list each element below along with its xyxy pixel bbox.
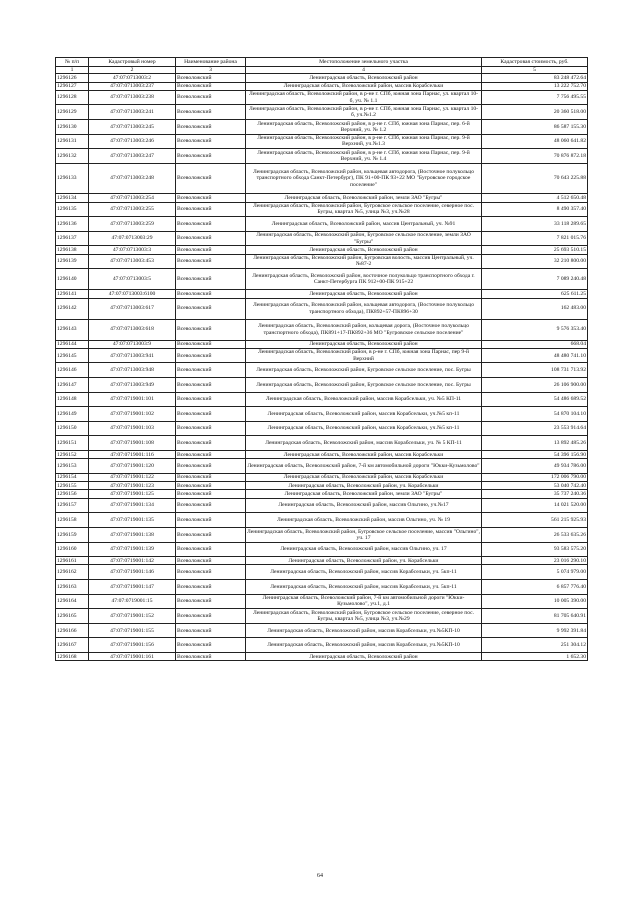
- row-number: 1296157: [56, 498, 89, 513]
- cadastral-value: 83 248 472.64: [482, 74, 588, 82]
- district-name: Всеволожский: [176, 231, 246, 246]
- cadastral-value: 13 222 752.70: [482, 82, 588, 90]
- cadastral-value: 48 060 641.82: [482, 134, 588, 149]
- location-text: Ленинградская область, Всеволожский район, земли ЗАО "Бугры": [246, 194, 482, 202]
- cadastral-value: 70 876 872.18: [482, 149, 588, 164]
- cadastral-number: 47:07:0719001:135: [89, 513, 176, 528]
- district-name: Всеволожский: [176, 340, 246, 348]
- table-row: [56, 638, 588, 653]
- location-text: Ленинградская область, Всеволожский район, в р-не г. СПб, южная зона Парнас, ул. квартал 10-б, уч. № 1.1: [246, 90, 482, 105]
- location-text: Ленинградская область, Всеволожский район, восточное полукольцо транспортного обхода г. Санкт-Петербурга ПК 912+00-ПК 915+22: [246, 269, 482, 290]
- row-number: 1296159: [56, 527, 89, 542]
- table-row: [56, 609, 588, 624]
- cadastral-number: 47:07:0713003:237: [89, 82, 176, 90]
- location-text: Ленинградская область, Всеволожский район, массив Корабсельки, уч. № 5 КП-11: [246, 436, 482, 451]
- table-row: [56, 105, 588, 120]
- cadastral-value: 33 118 289.65: [482, 217, 588, 232]
- location-text: Ленинградская область, Всеволожский район, в р-не г. СПб, южная зона Парнас, пер. 9-й Верхний, уч.№1.3: [246, 134, 482, 149]
- cadastral-value: 10 005 390.00: [482, 594, 588, 609]
- cadastral-number: 47:07:0713003:241: [89, 105, 176, 120]
- district-name: Всеволожский: [176, 319, 246, 340]
- cadastral-value: 26 106 900.00: [482, 378, 588, 393]
- cadastral-value: 81 705 640.91: [482, 609, 588, 624]
- table-row: [56, 290, 588, 298]
- cadastral-number: 47:07:0713003:246: [89, 134, 176, 149]
- district-name: Всеволожский: [176, 348, 246, 363]
- cadastral-number: 47:07:0719001:123: [89, 482, 176, 490]
- cadastral-value: 23 016 290.10: [482, 557, 588, 565]
- row-number: 1296151: [56, 436, 89, 451]
- cadastral-number: 47:07:0713003:5: [89, 269, 176, 290]
- district-name: Всеволожский: [176, 565, 246, 580]
- cadastral-number: 47:07:0713003:948: [89, 363, 176, 378]
- cadastral-number: 47:07:0719001:138: [89, 527, 176, 542]
- district-name: Всеволожский: [176, 246, 246, 254]
- row-number: 1296153: [56, 459, 89, 474]
- cadastral-value: 5 074 979.00: [482, 565, 588, 580]
- location-text: Ленинградская область, Всеволожский район: [246, 290, 482, 298]
- location-text: Ленинградская область, Всеволожский район, массив Корабсельки: [246, 473, 482, 481]
- table-header-row: [56, 58, 588, 67]
- row-number: 1296167: [56, 638, 89, 653]
- district-name: Всеволожский: [176, 557, 246, 565]
- row-number: 1296126: [56, 74, 89, 82]
- row-number: 1296162: [56, 565, 89, 580]
- table-row: [56, 231, 588, 246]
- location-text: Ленинградская область, Всеволожский район, Бугровское сельское поселение, массив "Ольгино", уч. 17: [247, 528, 480, 541]
- district-name: Всеволожский: [176, 378, 246, 393]
- location-text: Ленинградская область, Всеволожский район, массив Корабсельки, уч.№5КП-10: [246, 623, 482, 638]
- location-text: Ленинградская область, Всеволожский район, Бугровское сельское поселение, северное пос. Бугры, квартал №5, улица №3, уч.№29: [246, 609, 482, 624]
- location-text: Ленинградская область, Всеволожский район, кольцевая автодорога, (Восточное полукольцо транспортного обхода Санкт-Петербург), ПК 91+00-ПК 93+22 МО "Бугровское городское поселение": [246, 163, 482, 194]
- cadastral-number: 47:07:0713003:2: [89, 74, 176, 82]
- cadastral-number: 47:07:0713003:245: [89, 119, 176, 134]
- location-text: Ленинградская область, Всеволожский район: [246, 340, 482, 348]
- location-text: Ленинградская область, Всеволожский район, 7-й км автомобильной дороги "Юкки-Кузьмолово": [246, 459, 482, 474]
- table-row: [56, 482, 588, 490]
- row-number: 1296146: [56, 363, 89, 378]
- cadastral-value: 9 992 391.84: [482, 623, 588, 638]
- header-value: Кадастровая стоимость, руб.: [482, 58, 588, 67]
- district-name: Всеволожский: [176, 269, 246, 290]
- location-text: Ленинградская область, Всеволожский район, массив Корабсельки, уч. 5кп-11: [246, 580, 482, 595]
- cadastral-value: 8 490 357.40: [482, 202, 588, 217]
- location-text: Ленинградская область, Всеволожский район, массив Ольгино, уч.№17: [246, 498, 482, 513]
- cadastral-number: 47:07:0713003:238: [89, 90, 176, 105]
- district-name: Всеволожский: [176, 638, 246, 653]
- table-row: [56, 194, 588, 202]
- location-text: Ленинградская область, Всеволожский район, Бугровская волость, массив Центральный, уч.№87-2: [246, 254, 482, 269]
- district-name: Всеволожский: [176, 513, 246, 528]
- row-number: 1296129: [56, 105, 89, 120]
- cadastral-number: 47:07:0713003:618: [89, 319, 176, 340]
- table-row: [56, 149, 588, 164]
- table-row: [56, 580, 588, 595]
- cadastral-number: 47:07:0719001:146: [89, 565, 176, 580]
- location-text: Ленинградская область, Всеволожский район, массив Корабсельки, уч. №5 КП-11: [246, 392, 482, 407]
- location-text: Ленинградская область, Всеволожский район, массив Корабсельки, уч.№5 кп-11: [246, 421, 482, 436]
- district-name: Всеволожский: [176, 473, 246, 481]
- table-row: [56, 319, 588, 340]
- row-number: 1296155: [56, 482, 89, 490]
- district-name: Всеволожский: [176, 527, 246, 542]
- row-number: 1296156: [56, 490, 89, 498]
- row-number: 1296165: [56, 609, 89, 624]
- table-row: [56, 473, 588, 481]
- cadastral-value: 32 210 800.00: [482, 254, 588, 269]
- cadastral-value: 26 533 635.26: [482, 527, 588, 542]
- cadastral-number: 47:07:0713003:248: [89, 163, 176, 194]
- location-text: Ленинградская область, Всеволожский район, в р-не г. СПб, южная зона Парнас, пер. 6-й Верхний, уч. № 1.2: [246, 119, 482, 134]
- cadastral-value: 48 480 741.10: [482, 348, 588, 363]
- district-name: Всеволожский: [176, 298, 246, 319]
- cadastral-number: 47:07:0713003:254: [89, 194, 176, 202]
- table-row: [56, 653, 588, 661]
- location-text: Ленинградская область, Всеволожский район, в р-не г. СПб, южная зона Парнас, ул. квартал 10-б, уч.№1.2: [246, 105, 482, 120]
- table-row: [56, 594, 588, 609]
- location-text: Ленинградская область, Всеволожский район, массив Корабсельки: [246, 82, 482, 90]
- cadastral-value: 1 652.30: [482, 653, 588, 661]
- cadastral-value: 7 756 495.55: [482, 90, 588, 105]
- location-text: Ленинградская область, Всеволожский район, массив Корабсельки: [246, 450, 482, 458]
- district-name: Всеволожский: [176, 542, 246, 557]
- table-row: [56, 623, 588, 638]
- district-name: Всеволожский: [176, 163, 246, 194]
- row-number: 1296158: [56, 513, 89, 528]
- row-number: 1296132: [56, 149, 89, 164]
- cadastral-value: 86 587 155.30: [482, 119, 588, 134]
- cadastral-number: 47:07:0719001:15: [89, 594, 176, 609]
- index-district: 3: [176, 67, 246, 74]
- district-name: Всеволожский: [176, 82, 246, 90]
- cadastral-number: 47:07:0713003:29: [89, 231, 176, 246]
- table-row: [56, 490, 588, 498]
- cadastral-value: 162 483.00: [482, 298, 588, 319]
- table-row: [56, 90, 588, 105]
- row-number: 1296142: [56, 298, 89, 319]
- header-cadastral-number: Кадастровый номер: [89, 58, 176, 67]
- row-number: 1296154: [56, 473, 89, 481]
- location-text: Ленинградская область, Всеволожский район, земли ЗАО "Бугры": [246, 490, 482, 498]
- cadastral-number: 47:07:0713003:247: [89, 149, 176, 164]
- location-text: Ленинградская область, Всеволожский район, массив Корабсельки, уч.№5 кп-11: [246, 407, 482, 422]
- row-number: 1296137: [56, 231, 89, 246]
- cadastral-number: 47:07:0713003:259: [89, 217, 176, 232]
- table-row: [56, 450, 588, 458]
- row-number: 1296148: [56, 392, 89, 407]
- row-number: 1296143: [56, 319, 89, 340]
- table-row: [56, 246, 588, 254]
- cadastral-number: 47:07:0719001:120: [89, 459, 176, 474]
- cadastral-value: 9 576 353.40: [482, 319, 588, 340]
- district-name: Всеволожский: [176, 392, 246, 407]
- row-number: 1296130: [56, 119, 89, 134]
- cadastral-value: 7 821 015.76: [482, 231, 588, 246]
- table-row: [56, 421, 588, 436]
- cadastral-value: 53 040 742.40: [482, 482, 588, 490]
- cadastral-value: 25 693 510.15: [482, 246, 588, 254]
- table-row: [56, 392, 588, 407]
- district-name: Всеволожский: [176, 254, 246, 269]
- cadastral-value: 20 360 518.00: [482, 105, 588, 120]
- district-name: Всеволожский: [176, 459, 246, 474]
- row-number: 1296150: [56, 421, 89, 436]
- district-name: Всеволожский: [176, 74, 246, 82]
- page-number: 64: [317, 873, 323, 879]
- table-row: [56, 134, 588, 149]
- cadastral-value: 625 611.25: [482, 290, 588, 298]
- cadastral-value: 54 396 156.90: [482, 450, 588, 458]
- row-number: 1296168: [56, 653, 89, 661]
- location-text: Ленинградская область, Всеволожский район, в р-не г. СПб, южная зона Парнас, пер 9-й Верхний: [246, 348, 482, 363]
- table-row: [56, 340, 588, 348]
- table-row: [56, 269, 588, 290]
- district-name: Всеволожский: [176, 202, 246, 217]
- index-value: 5: [482, 67, 588, 74]
- row-number: 1296163: [56, 580, 89, 595]
- location-text: Ленинградская область, Всеволожский район, массив Ольгино, уч. № 19: [246, 513, 482, 528]
- row-number: 1296139: [56, 254, 89, 269]
- location-text: Ленинградская область, Всеволожский район, массив Корабсельки, уч. 5кп-11: [246, 565, 482, 580]
- table-row: [56, 513, 588, 528]
- table-row: [56, 557, 588, 565]
- cadastral-number: 47:07:0713003:949: [89, 378, 176, 393]
- header-location: Местоположение земельного участка: [246, 58, 482, 67]
- location-text: Ленинградская область, Всеволожский район: [246, 246, 482, 254]
- table-row: [56, 363, 588, 378]
- location-text: Ленинградская область, Всеволожский район, уч. Корабсельки: [246, 557, 482, 565]
- location-text: Ленинградская область, Всеволожский район, массив Ольгино, уч. 17: [246, 542, 482, 557]
- cadastral-number: 47:07:0719001:134: [89, 498, 176, 513]
- table-row: [56, 527, 588, 542]
- district-name: Всеволожский: [176, 407, 246, 422]
- cadastral-value: 70 643 225.88: [482, 163, 588, 194]
- cadastral-number: 47:07:0719001:103: [89, 421, 176, 436]
- district-name: Всеволожский: [176, 436, 246, 451]
- cadastral-value: 108 731 713.92: [482, 363, 588, 378]
- district-name: Всеволожский: [176, 421, 246, 436]
- row-number: 1296145: [56, 348, 89, 363]
- district-name: Всеволожский: [176, 490, 246, 498]
- cadastral-number: 47:07:0719001:122: [89, 473, 176, 481]
- location-text: Ленинградская область, Всеволожский район, 7-й км автомобильной дороги "Юкки-Кузьмолово", уч.1, д.1: [246, 594, 482, 609]
- header-district: Наименование района: [176, 58, 246, 67]
- cadastral-value: 172 006 790.00: [482, 473, 588, 481]
- district-name: Всеволожский: [176, 623, 246, 638]
- cadastral-number: 47:07:0713003:9: [89, 340, 176, 348]
- location-text: Ленинградская область, Всеволожский район, массив Центральный, уч. №91: [246, 217, 482, 232]
- cadastral-value: 4 512 650.48: [482, 194, 588, 202]
- cadastral-number: 47:07:0713003:6100: [89, 290, 176, 298]
- row-number: 1296131: [56, 134, 89, 149]
- cadastral-number: 47:07:0713003:617: [89, 298, 176, 319]
- location-text: Ленинградская область, Всеволожский район, массив Корабсельки, уч.№5КП-10: [246, 638, 482, 653]
- row-number: 1296134: [56, 194, 89, 202]
- cadastral-number: 47:07:0713003:941: [89, 348, 176, 363]
- row-number: 1296141: [56, 290, 89, 298]
- cadastral-value: 49 934 786.00: [482, 459, 588, 474]
- table-row: [56, 498, 588, 513]
- row-number: 1296144: [56, 340, 89, 348]
- cadastral-number: 47:07:0719001:161: [89, 653, 176, 661]
- cadastral-number: 47:07:0719001:116: [89, 450, 176, 458]
- cadastral-value: 54 486 689.52: [482, 392, 588, 407]
- row-number: 1296164: [56, 594, 89, 609]
- table-row: [56, 82, 588, 90]
- location-text: Ленинградская область, Всеволожский район: [246, 653, 482, 661]
- location-text: Ленинградская область, Всеволожский район, в р-не г. СПб, южная зона Парнас, пер. 9-й Верхний, уч. № 1.4: [246, 149, 482, 164]
- cadastral-number: 47:07:0713003:255: [89, 202, 176, 217]
- district-name: Всеволожский: [176, 653, 246, 661]
- row-number: 1296161: [56, 557, 89, 565]
- index-cadastral-number: 2: [89, 67, 176, 74]
- cadastral-number: 47:07:0719001:152: [89, 609, 176, 624]
- table-row: [56, 119, 588, 134]
- district-name: Всеволожский: [176, 290, 246, 298]
- cadastral-value-table: [55, 57, 588, 661]
- table-row: [56, 217, 588, 232]
- cadastral-value: 13 892 485.26: [482, 436, 588, 451]
- cadastral-value: 7 089 240.48: [482, 269, 588, 290]
- table-row: [56, 436, 588, 451]
- location-text: Ленинградская область, Всеволожский район, уч. Корабсельки: [246, 482, 482, 490]
- cadastral-number: 47:07:0719001:102: [89, 407, 176, 422]
- location-text: Ленинградская область, Всеволожский район, кольцевая автодорога, (Восточное полукольцо транспортного обхода), ПК892+57-ПК896+30: [246, 298, 482, 319]
- district-name: Всеволожский: [176, 134, 246, 149]
- row-number: 1296128: [56, 90, 89, 105]
- table-row: [56, 378, 588, 393]
- row-number: 1296140: [56, 269, 89, 290]
- cadastral-value: 54 870 104.10: [482, 407, 588, 422]
- cadastral-number: 47:07:0719001:108: [89, 436, 176, 451]
- district-name: Всеволожский: [176, 580, 246, 595]
- location-text: Ленинградская область, Всеволожский район, кольцевая дорога, (Восточное полукольцо транспортного обхода), ПК891+17-ПК892+36 МО "Бугровское сельское поселение": [246, 319, 482, 340]
- row-number: 1296138: [56, 246, 89, 254]
- location-text: Ленинградская область, Всеволожский район, Бугровское сельское поселение, пос. Бугры: [246, 363, 482, 378]
- location-text: Ленинградская область, Всеволожский район: [246, 74, 482, 82]
- cadastral-number: 47:07:0719001:139: [89, 542, 176, 557]
- table-row: [56, 459, 588, 474]
- cadastral-value: 93 583 575.20: [482, 542, 588, 557]
- district-name: Всеволожский: [176, 119, 246, 134]
- district-name: Всеволожский: [176, 594, 246, 609]
- cadastral-number: 47:07:0719001:101: [89, 392, 176, 407]
- district-name: Всеволожский: [176, 105, 246, 120]
- table-row: [56, 348, 588, 363]
- cadastral-number: 47:07:0719001:142: [89, 557, 176, 565]
- district-name: Всеволожский: [176, 482, 246, 490]
- cadastral-value: 35 737 240.36: [482, 490, 588, 498]
- cadastral-value: 251 304.12: [482, 638, 588, 653]
- row-number: 1296133: [56, 163, 89, 194]
- district-name: Всеволожский: [176, 149, 246, 164]
- cadastral-value: 23 553 914.64: [482, 421, 588, 436]
- cadastral-value: 668.04: [482, 340, 588, 348]
- row-number: 1296147: [56, 378, 89, 393]
- table-row: [56, 565, 588, 580]
- cadastral-number: 47:07:0713003:3: [89, 246, 176, 254]
- cadastral-number: 47:07:0719001:155: [89, 623, 176, 638]
- district-name: Всеволожский: [176, 217, 246, 232]
- cadastral-number: 47:07:0719001:125: [89, 490, 176, 498]
- row-number: 1296166: [56, 623, 89, 638]
- table-row: [56, 202, 588, 217]
- location-text: Ленинградская область, Всеволожский район, Бугровское сельское поселение, пос. Бугры: [246, 378, 482, 393]
- district-name: Всеволожский: [176, 450, 246, 458]
- cadastral-value: 561 215 925.93: [482, 513, 588, 528]
- row-number: 1296136: [56, 217, 89, 232]
- district-name: Всеволожский: [176, 194, 246, 202]
- location-text: Ленинградская область, Всеволожский район, Бугровское сельское поселение, северное пос. Бугры, квартал №5, улица №3, уч.№28: [246, 202, 482, 217]
- table-row: [56, 407, 588, 422]
- row-number: 1296152: [56, 450, 89, 458]
- cadastral-number: 47:07:0719001:147: [89, 580, 176, 595]
- district-name: Всеволожский: [176, 90, 246, 105]
- location-text: Ленинградская область, Всеволожский район, Бугровское сельское поселение, земли ЗАО "Бугры": [246, 231, 482, 246]
- row-number: 1296149: [56, 407, 89, 422]
- table-row: [56, 298, 588, 319]
- row-number: 1296160: [56, 542, 89, 557]
- table-row: [56, 254, 588, 269]
- table-row: [56, 542, 588, 557]
- index-location: 4: [246, 67, 482, 74]
- table-index-row: [56, 67, 588, 74]
- table-row: [56, 163, 588, 194]
- row-number: 1296135: [56, 202, 89, 217]
- district-name: Всеволожский: [176, 363, 246, 378]
- cadastral-number: 47:07:0713003:453: [89, 254, 176, 269]
- district-name: Всеволожский: [176, 498, 246, 513]
- district-name: Всеволожский: [176, 609, 246, 624]
- header-number: № п/п: [56, 58, 89, 67]
- cadastral-number: 47:07:0719001:156: [89, 638, 176, 653]
- index-number: 1: [56, 67, 89, 74]
- table-row: [56, 74, 588, 82]
- cadastral-value: 14 021 520.00: [482, 498, 588, 513]
- cadastral-value: 6 857 776.40: [482, 580, 588, 595]
- row-number: 1296127: [56, 82, 89, 90]
